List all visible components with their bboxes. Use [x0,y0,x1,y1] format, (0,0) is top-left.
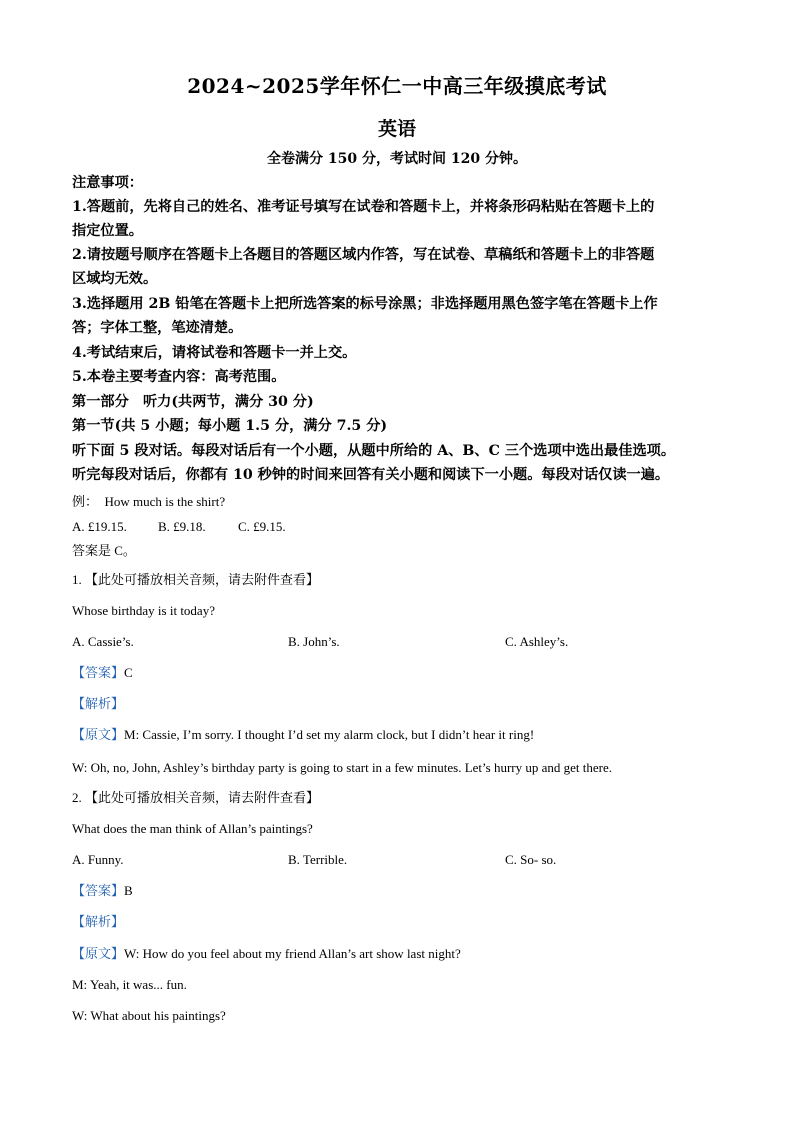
audio-link[interactable]: 【此处可播放相关音频，请去附件查看】 [85,572,320,587]
answer-row [72,881,724,901]
part-title: 第一部分 听力(共两节，满分 30 分) [72,394,314,410]
transcript-line: W: What about his paintings? [72,1008,226,1023]
exam-title: 2024~2025学年怀仁一中高三年级摸底考试 [187,74,607,98]
answer-tag: 【答案】 [72,883,125,898]
notes-line: 3.选择题用 2B 铅笔在答题卡上把所选答案的标号涂黑；非选择题用黑色签字笔在答题卡上作 [72,296,658,312]
original-tag: 【原文】 [72,727,125,742]
question-number: 1. [72,572,82,587]
example-option-c: C. £9.15. [238,519,286,534]
example-label: 例： [72,494,99,509]
transcript-row [72,725,724,745]
answer-value: B [124,883,133,898]
example-option-b: B. £9.18. [158,519,206,534]
audio-link[interactable]: 【此处可播放相关音频，请去附件查看】 [85,790,320,805]
transcript-line: M: Cassie, I’m sorry. I thought I’d set my alarm clock, but I didn’t hear it ring! [124,727,535,742]
option-b: B. Terrible. [288,852,348,867]
option-c: C. Ashley’s. [505,634,569,649]
instruction-line: 听下面 5 段对话。每段对话后有一个小题，从题中所给的 A、B、C 三个选项中选出最佳选项。 [72,443,676,459]
transcript-line: M: Yeah, it was... fun. [72,977,187,992]
transcript-line: W: Oh, no, John, Ashley’s birthday party is going to start in a few minutes. Let’s hurry up and get there. [72,760,613,775]
notes-line: 区域均无效。 [72,271,158,287]
option-a: A. Funny. [72,852,124,867]
transcript-line: W: How do you feel about my friend Allan’s art show last night? [124,946,461,961]
subject-title: 英语 [377,118,416,140]
notes-line: 4.考试结束后，请将试卷和答题卡一并上交。 [72,345,357,361]
exam-info: 全卷满分 150 分，考试时间 120 分钟。 [267,151,527,167]
notes-line: 5.本卷主要考查内容：高考范围。 [72,369,286,385]
example-answer: 答案是 C。 [72,543,136,558]
instruction-line: 听完每段对话后，你都有 10 秒钟的时间来回答有关小题和阅读下一小题。每段对话仅读一遍。 [72,467,670,483]
analysis-tag: 【解析】 [72,696,125,711]
notes-line: 指定位置。 [72,223,143,239]
option-a: A. Cassie’s. [72,634,134,649]
notes-line: 2.请按题号顺序在答题卡上各题目的答题区域内作答，写在试卷、草稿纸和答题卡上的非答题 [72,247,655,263]
example-option-a: A. £19.15. [72,519,127,534]
example-question: How much is the shirt? [104,494,226,509]
question-text: Whose birthday is it today? [72,603,215,618]
analysis-tag: 【解析】 [72,914,125,929]
notes-line: 答；字体工整，笔迹清楚。 [72,320,243,336]
option-c: C. So- so. [505,852,557,867]
transcript-row [72,944,724,964]
original-tag: 【原文】 [72,946,125,961]
question-text: What does the man think of Allan’s paintings? [72,821,313,836]
example-question-row [72,492,724,512]
notes-heading: 注意事项： [72,175,143,191]
answer-tag: 【答案】 [72,665,125,680]
answer-value: C [124,665,133,680]
section-title: 第一节(共 5 小题；每小题 1.5 分，满分 7.5 分) [72,418,388,434]
question-header [72,788,724,808]
answer-row [72,663,724,683]
notes-line: 1.答题前，先将自己的姓名、准考证号填写在试卷和答题卡上，并将条形码粘贴在答题卡上的 [72,199,655,215]
option-b: B. John’s. [288,634,340,649]
question-header [72,570,724,590]
question-number: 2. [72,790,82,805]
